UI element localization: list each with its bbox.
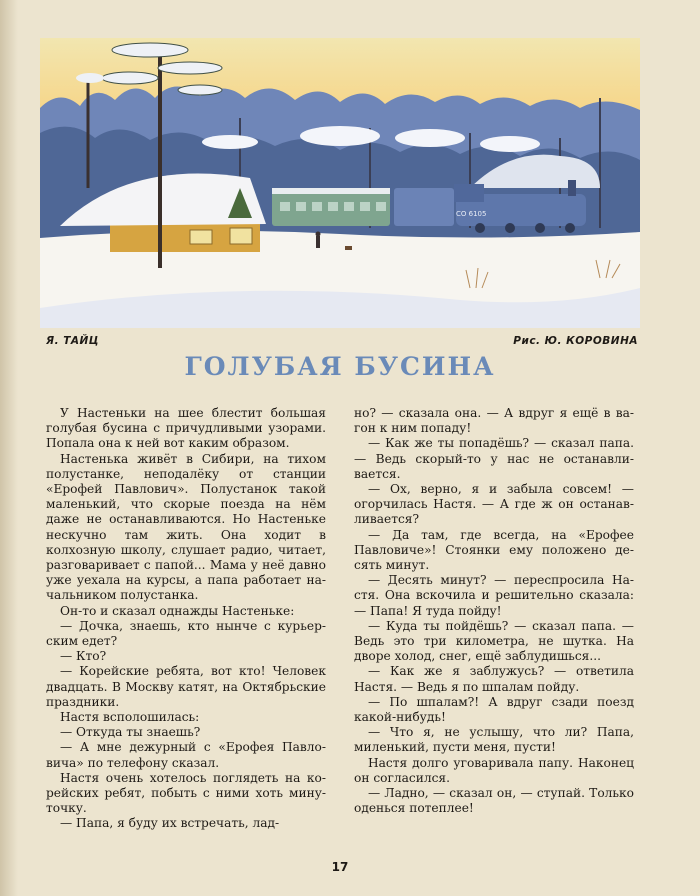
text-column-left — [46, 406, 326, 832]
page-edge — [0, 0, 18, 896]
paragraph: — Что я, не услышу, что ли? Папа, миленький, пусти меня, пусти! — [354, 725, 634, 755]
paragraph: — По шпалам?! А вдруг сзади поезд какой-нибудь! — [354, 694, 634, 725]
text-column-right — [354, 406, 634, 816]
paragraph: Настенька живёт в Сибири, на тихом полустанке, неподалёку от станции «Ерофей Павлович». Полустанок такой маленький, что скорые поезда на нём даже не останавливаются. Но Настеньке нескучно там жить. Она ходит в колхозную школу, слушает радио, читает, разговаривает с папой... Мама у неё давно уже уехала на курсы, а папа работает начальником полустанка. — [46, 451, 326, 603]
paragraph: — Откуда ты знаешь? — [60, 725, 201, 740]
illustrator-credit: Рис. Ю. КОРОВИНА — [513, 335, 638, 347]
paragraph: — Ладно, — сказал он, — ступай. Только оденься потеплее! — [354, 786, 634, 816]
paragraph: — А мне дежурный с «Ерофея Павловича» по телефону сказал. — [46, 740, 326, 770]
paragraph: Он-то и сказал однажды Настеньке: — [60, 603, 295, 618]
locomotive-label: СО 6105 — [456, 210, 487, 218]
paragraph: — Папа, я буду их встречать, лад- — [60, 816, 280, 831]
paragraph: Настя очень хотелось поглядеть на корейских ребят, побыть с ними хоть минуточку. — [46, 770, 326, 816]
paragraph: — Куда ты пойдёшь? — сказал папа. — Ведь это три километра, не шутка. На дворе холод, снег, ещё заблудишься... — [354, 618, 634, 664]
walking-figure — [316, 236, 320, 248]
dog — [345, 246, 352, 250]
paragraph: — Корейские ребята, вот кто! Человек двадцать. В Москву катят, на Октябрьские праздники. — [46, 664, 326, 709]
paragraph: — Ох, верно, я и забыла совсем! — огорчилась Настя. — А где ж он останавливается? — [354, 482, 634, 527]
paragraph: — Дочка, знаешь, кто нынче с курьерским едет? — [46, 618, 326, 649]
paragraph: — Кто? — [60, 649, 107, 664]
paragraph: — Как же ты попадёшь? — сказал папа. — Ведь скорый-то у нас не останавливается. — [354, 436, 634, 481]
paragraph: — Десять минут? — переспросила Настя. Она вскочила и решительно сказала: — Папа! Я туда пойду! — [354, 573, 634, 618]
paragraph: У Настеньки на шее блестит большая голубая бусина с причудливыми узорами. Попала она к ней вот каким образом. — [46, 406, 326, 451]
paragraph: — Как же я заблужусь? — ответила Настя. — Ведь я по шпалам пойду. — [354, 664, 634, 694]
page-number: 17 — [331, 860, 349, 874]
author-name: Я. ТАЙЦ — [46, 335, 100, 347]
paragraph: — Да там, где всегда, на «Ерофее Павловиче»! Стоянки ему положено десять минут. — [354, 527, 634, 573]
paragraph: Настя долго уговаривала папу. Наконец он согласился. — [354, 755, 634, 785]
paragraph: но? — сказала она. — А вдруг я ещё в вагон к ним попаду! — [354, 406, 634, 436]
story-title: ГОЛУБАЯ БУСИНА — [184, 352, 496, 381]
winter-train-illustration — [40, 38, 640, 328]
paragraph: Настя всполошилась: — [60, 710, 200, 725]
